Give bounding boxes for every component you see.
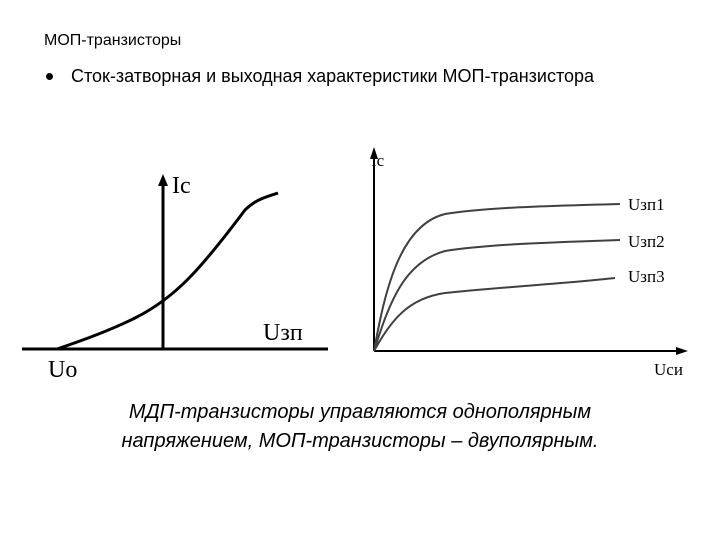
transfer-curve: [57, 193, 278, 349]
output-curve-1: [374, 204, 620, 351]
caption-line-1: МДП-транзисторы управляются однополярным: [128, 401, 592, 423]
left-y-arrow-icon: [158, 174, 168, 186]
output-curve-3: [374, 278, 615, 351]
curve-label-1: Uзп1: [628, 195, 665, 214]
curve-label-2: Uзп2: [628, 232, 665, 251]
slide-title: МОП-транзисторы: [44, 32, 182, 49]
left-y-axis-label: Iс: [172, 173, 191, 199]
right-x-axis-label: Uси: [654, 360, 683, 379]
caption-line-2: напряжением, МОП-транзисторы – двуполярным.: [121, 430, 599, 452]
left-origin-label: Uо: [48, 357, 78, 383]
left-x-axis-label: Uзп: [263, 320, 303, 346]
caption: [0, 398, 720, 456]
output-curve-2: [374, 240, 620, 351]
output-characteristics: [370, 147, 688, 379]
curve-label-3: Uзп3: [628, 267, 665, 286]
transfer-characteristic: [22, 173, 328, 383]
right-x-arrow-icon: [676, 347, 688, 355]
right-y-axis-label: Iс: [371, 151, 385, 170]
bullet-text: Сток-затворная и выходная характеристики МОП-транзистора: [71, 66, 595, 86]
